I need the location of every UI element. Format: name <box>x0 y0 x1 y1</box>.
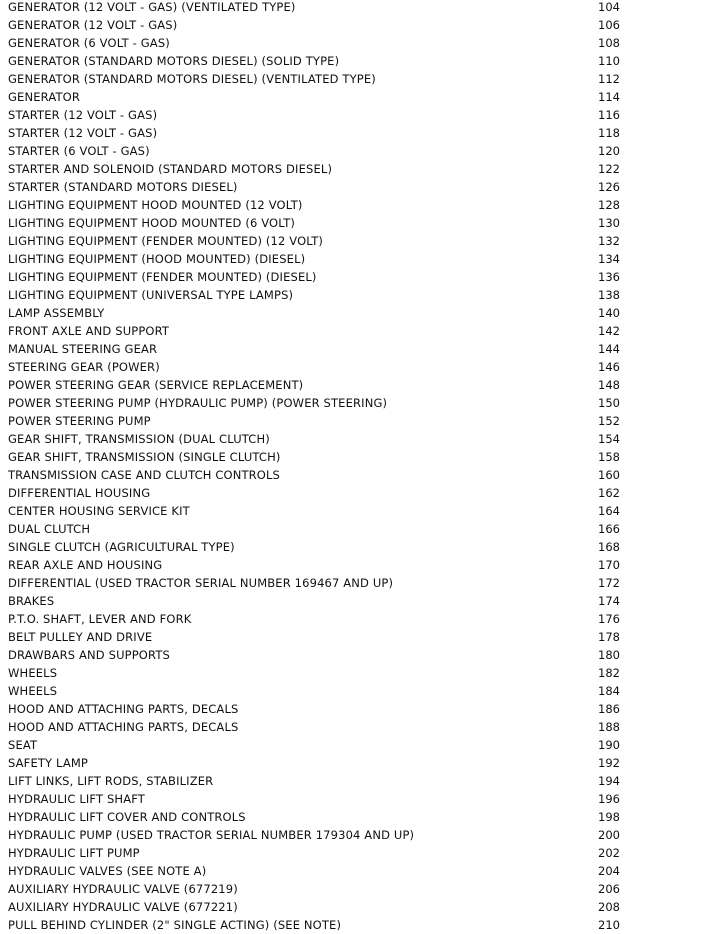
index-entry-page-number: 176 <box>598 612 620 626</box>
index-entry-page-number: 172 <box>598 576 620 590</box>
index-entry-title[interactable]: DUAL CLUTCH <box>8 522 91 536</box>
index-row[interactable] <box>0 502 721 520</box>
index-row[interactable] <box>0 610 721 628</box>
index-entry-title[interactable]: BELT PULLEY AND DRIVE <box>8 630 153 644</box>
index-entry-title[interactable]: TRANSMISSION CASE AND CLUTCH CONTROLS <box>8 468 281 482</box>
index-entry-page-number: 132 <box>598 234 620 248</box>
index-entry-page-number: 204 <box>598 864 620 878</box>
index-entry-title[interactable]: STARTER AND SOLENOID (STANDARD MOTORS DIESEL) <box>8 162 333 176</box>
index-entry-page-number: 190 <box>598 738 620 752</box>
index-row[interactable] <box>0 88 721 106</box>
index-row[interactable] <box>0 232 721 250</box>
index-row[interactable] <box>0 592 721 610</box>
index-entry-title[interactable]: GENERATOR (STANDARD MOTORS DIESEL) (VENTILATED TYPE) <box>8 72 376 86</box>
index-entry-page-number: 106 <box>598 18 620 32</box>
index-row[interactable] <box>0 538 721 556</box>
index-entry-title[interactable]: LIGHTING EQUIPMENT (UNIVERSAL TYPE LAMPS) <box>8 288 294 302</box>
index-entry-page-number: 134 <box>598 252 620 266</box>
index-entry-page-number: 182 <box>598 666 620 680</box>
index-entry-title[interactable]: AUXILIARY HYDRAULIC VALVE (677221) <box>8 900 238 914</box>
index-entry-title[interactable]: DIFFERENTIAL (USED TRACTOR SERIAL NUMBER 169467 AND UP) <box>8 576 394 590</box>
index-row[interactable] <box>0 754 721 772</box>
index-row[interactable] <box>0 556 721 574</box>
index-entry-title[interactable]: GENERATOR <box>8 90 80 104</box>
index-entry-page-number: 142 <box>598 324 620 338</box>
index-row[interactable] <box>0 466 721 484</box>
index-row[interactable] <box>0 664 721 682</box>
index-row[interactable] <box>0 772 721 790</box>
index-entry-title[interactable]: P.T.O. SHAFT, LEVER AND FORK <box>8 612 192 626</box>
index-entry-page-number: 108 <box>598 36 620 50</box>
index-entry-page-number: 186 <box>598 702 620 716</box>
index-entry-title[interactable]: HOOD AND ATTACHING PARTS, DECALS <box>8 720 239 734</box>
index-entry-title[interactable]: HOOD AND ATTACHING PARTS, DECALS <box>8 702 239 716</box>
index-entry-title[interactable]: POWER STEERING PUMP (HYDRAULIC PUMP) (POWER STEERING) <box>8 396 388 410</box>
index-row[interactable] <box>0 0 721 16</box>
index-entry-page-number: 170 <box>598 558 620 572</box>
index-entry-title[interactable]: GEAR SHIFT, TRANSMISSION (SINGLE CLUTCH) <box>8 450 281 464</box>
index-entry-title[interactable]: POWER STEERING PUMP <box>8 414 151 428</box>
index-entry-page-number: 152 <box>598 414 620 428</box>
index-entry-page-number: 104 <box>598 0 620 14</box>
index-row[interactable] <box>0 808 721 826</box>
index-row[interactable] <box>0 70 721 88</box>
index-row[interactable] <box>0 178 721 196</box>
index-row[interactable] <box>0 394 721 412</box>
index-entry-title[interactable]: WHEELS <box>8 666 58 680</box>
index-entry-page-number: 120 <box>598 144 620 158</box>
index-entry-page-number: 114 <box>598 90 620 104</box>
index-entry-page-number: 138 <box>598 288 620 302</box>
index-entry-title[interactable]: SINGLE CLUTCH (AGRICULTURAL TYPE) <box>8 540 235 554</box>
index-row[interactable] <box>0 826 721 844</box>
index-row[interactable] <box>0 844 721 862</box>
index-entry-page-number: 116 <box>598 108 620 122</box>
index-entry-title[interactable]: POWER STEERING GEAR (SERVICE REPLACEMENT) <box>8 378 304 392</box>
index-row[interactable] <box>0 142 721 160</box>
index-entry-page-number: 128 <box>598 198 620 212</box>
index-row[interactable] <box>0 646 721 664</box>
index-entry-title[interactable]: GENERATOR (12 VOLT - GAS) (VENTILATED TYPE) <box>8 0 296 14</box>
index-entry-page-number: 166 <box>598 522 620 536</box>
index-row[interactable] <box>0 880 721 898</box>
index-entry-title[interactable]: LIGHTING EQUIPMENT HOOD MOUNTED (6 VOLT) <box>8 216 296 230</box>
index-row[interactable] <box>0 124 721 142</box>
index-entry-title[interactable]: DIFFERENTIAL HOUSING <box>8 486 151 500</box>
index-entry-page-number: 208 <box>598 900 620 914</box>
index-entry-title[interactable]: GENERATOR (STANDARD MOTORS DIESEL) (SOLID TYPE) <box>8 54 340 68</box>
index-row[interactable] <box>0 268 721 286</box>
index-entry-title[interactable]: STEERING GEAR (POWER) <box>8 360 160 374</box>
index-entry-title[interactable]: HYDRAULIC LIFT PUMP <box>8 846 140 860</box>
index-entry-page-number: 160 <box>598 468 620 482</box>
index-row[interactable] <box>0 430 721 448</box>
index-entry-page-number: 144 <box>598 342 620 356</box>
index-row[interactable] <box>0 898 721 916</box>
index-entry-page-number: 118 <box>598 126 620 140</box>
index-entry-page-number: 164 <box>598 504 620 518</box>
index-entry-page-number: 150 <box>598 396 620 410</box>
index-entry-page-number: 126 <box>598 180 620 194</box>
index-row[interactable] <box>0 574 721 592</box>
index-entry-title[interactable]: STARTER (12 VOLT - GAS) <box>8 126 158 140</box>
index-row[interactable] <box>0 520 721 538</box>
index-entry-title[interactable]: STARTER (6 VOLT - GAS) <box>8 144 150 158</box>
index-entry-title[interactable]: HYDRAULIC VALVES (SEE NOTE A) <box>8 864 207 878</box>
index-row[interactable] <box>0 304 721 322</box>
index-entry-title[interactable]: LIGHTING EQUIPMENT (FENDER MOUNTED) (DIESEL) <box>8 270 317 284</box>
index-entry-page-number: 184 <box>598 684 620 698</box>
index-entry-page-number: 146 <box>598 360 620 374</box>
index-row[interactable] <box>0 376 721 394</box>
index-entry-title[interactable]: AUXILIARY HYDRAULIC VALVE (677219) <box>8 882 238 896</box>
index-row[interactable] <box>0 16 721 34</box>
index-entry-page-number: 112 <box>598 72 620 86</box>
index-entry-page-number: 206 <box>598 882 620 896</box>
index-row[interactable] <box>0 628 721 646</box>
index-row[interactable] <box>0 250 721 268</box>
index-entry-page-number: 174 <box>598 594 620 608</box>
index-row[interactable] <box>0 700 721 718</box>
index-entry-title[interactable]: HYDRAULIC PUMP (USED TRACTOR SERIAL NUMBER 179304 AND UP) <box>8 828 415 842</box>
index-entry-page-number: 122 <box>598 162 620 176</box>
index-row[interactable] <box>0 286 721 304</box>
index-entry-page-number: 136 <box>598 270 620 284</box>
index-row[interactable] <box>0 160 721 178</box>
index-entry-title[interactable]: SEAT <box>8 738 38 752</box>
index-row[interactable] <box>0 916 721 934</box>
index-entry-title[interactable]: LIGHTING EQUIPMENT (HOOD MOUNTED) (DIESEL) <box>8 252 306 266</box>
index-entry-page-number: 188 <box>598 720 620 734</box>
index-row[interactable] <box>0 52 721 70</box>
index-row[interactable] <box>0 412 721 430</box>
index-entry-page-number: 168 <box>598 540 620 554</box>
index-entry-page-number: 200 <box>598 828 620 842</box>
index-entry-page-number: 140 <box>598 306 620 320</box>
index-entry-page-number: 110 <box>598 54 620 68</box>
index-entry-title[interactable]: FRONT AXLE AND SUPPORT <box>8 324 170 338</box>
index-entry-title[interactable]: CENTER HOUSING SERVICE KIT <box>8 504 190 518</box>
index-entry-title[interactable]: GEAR SHIFT, TRANSMISSION (DUAL CLUTCH) <box>8 432 270 446</box>
index-entry-title[interactable]: SAFETY LAMP <box>8 756 89 770</box>
index-row[interactable] <box>0 322 721 340</box>
index-row[interactable] <box>0 718 721 736</box>
index-entry-page-number: 158 <box>598 450 620 464</box>
index-entry-title[interactable]: WHEELS <box>8 684 58 698</box>
index-entry-title[interactable]: DRAWBARS AND SUPPORTS <box>8 648 170 662</box>
index-row[interactable] <box>0 214 721 232</box>
index-entry-page-number: 130 <box>598 216 620 230</box>
index-row[interactable] <box>0 34 721 52</box>
index-row[interactable] <box>0 196 721 214</box>
index-entry-title[interactable]: GENERATOR (12 VOLT - GAS) <box>8 18 178 32</box>
index-entry-title[interactable]: STARTER (12 VOLT - GAS) <box>8 108 158 122</box>
index-entry-page-number: 162 <box>598 486 620 500</box>
index-entry-title[interactable]: GENERATOR (6 VOLT - GAS) <box>8 36 170 50</box>
index-entry-page-number: 178 <box>598 630 620 644</box>
index-row[interactable] <box>0 448 721 466</box>
index-entry-page-number: 198 <box>598 810 620 824</box>
index-entry-title[interactable]: HYDRAULIC LIFT SHAFT <box>8 792 145 806</box>
index-entry-page-number: 210 <box>598 918 620 932</box>
index-row[interactable] <box>0 682 721 700</box>
index-entry-title[interactable]: HYDRAULIC LIFT COVER AND CONTROLS <box>8 810 246 824</box>
index-row[interactable] <box>0 862 721 880</box>
index-row[interactable] <box>0 790 721 808</box>
index-entry-page-number: 196 <box>598 792 620 806</box>
index-entry-title[interactable]: LIGHTING EQUIPMENT HOOD MOUNTED (12 VOLT) <box>8 198 303 212</box>
index-entry-title[interactable]: BRAKES <box>8 594 55 608</box>
index-entry-page-number: 202 <box>598 846 620 860</box>
index-row[interactable] <box>0 484 721 502</box>
index-row[interactable] <box>0 736 721 754</box>
index-entry-page-number: 154 <box>598 432 620 446</box>
index-entry-page-number: 192 <box>598 756 620 770</box>
index-entry-page-number: 194 <box>598 774 620 788</box>
index-entry-title[interactable]: MANUAL STEERING GEAR <box>8 342 158 356</box>
index-entry-page-number: 148 <box>598 378 620 392</box>
index-row[interactable] <box>0 358 721 376</box>
index-entry-title[interactable]: PULL BEHIND CYLINDER (2" SINGLE ACTING) (SEE NOTE) <box>8 918 342 932</box>
index-entry-title[interactable]: LIFT LINKS, LIFT RODS, STABILIZER <box>8 774 214 788</box>
index-row[interactable] <box>0 340 721 358</box>
index-entry-title[interactable]: REAR AXLE AND HOUSING <box>8 558 163 572</box>
index-row[interactable] <box>0 106 721 124</box>
index-entry-page-number: 180 <box>598 648 620 662</box>
index-entry-title[interactable]: STARTER (STANDARD MOTORS DIESEL) <box>8 180 238 194</box>
index-entry-title[interactable]: LAMP ASSEMBLY <box>8 306 105 320</box>
index-entry-title[interactable]: LIGHTING EQUIPMENT (FENDER MOUNTED) (12 VOLT) <box>8 234 324 248</box>
